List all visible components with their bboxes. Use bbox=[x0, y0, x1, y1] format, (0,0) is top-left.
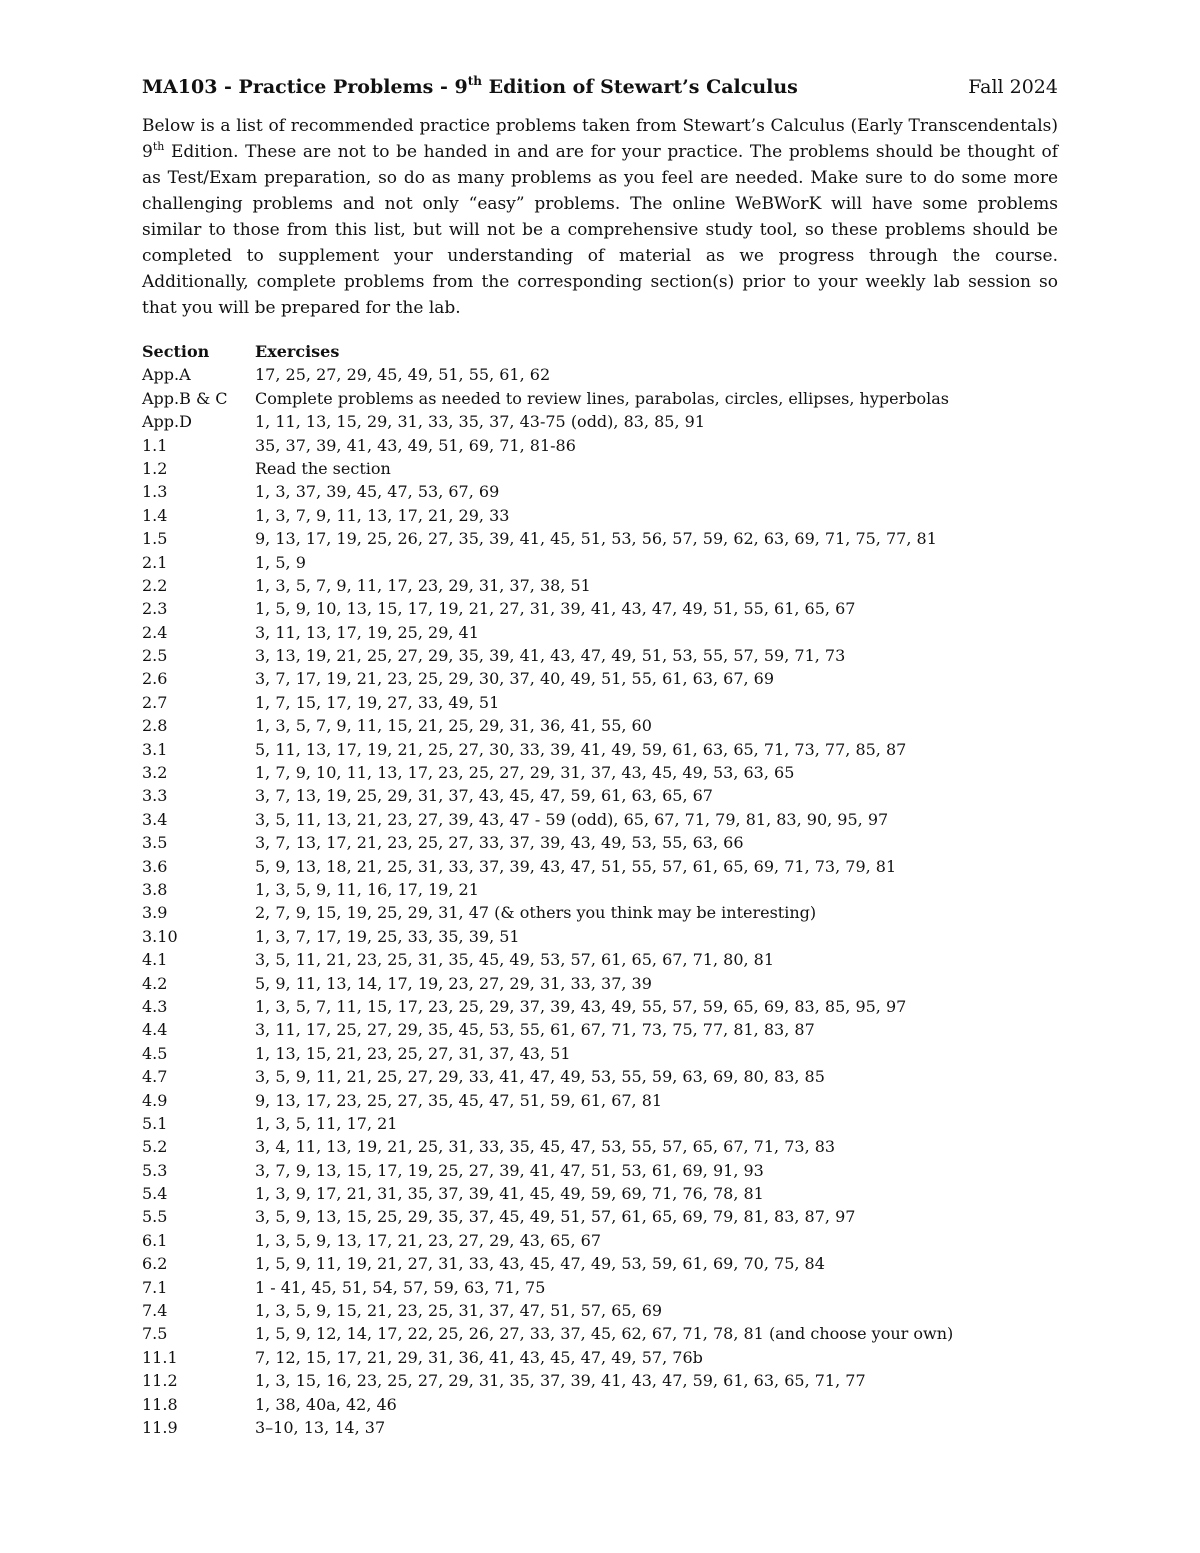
table-row bbox=[142, 784, 1058, 807]
exercises-cell: 9, 13, 17, 23, 25, 27, 35, 45, 47, 51, 59, 61, 67, 81 bbox=[255, 1090, 663, 1110]
section-cell: 1.3 bbox=[142, 482, 168, 502]
exercises-cell: 1, 5, 9, 12, 14, 17, 22, 25, 26, 27, 33, 37, 45, 62, 67, 71, 78, 81 (and choose your own) bbox=[255, 1324, 954, 1344]
section-cell: App.D bbox=[142, 412, 192, 432]
intro-text: Below is a list of recommended practice problems taken from Stewart’s Calculus (Early Transcendentals) 9 bbox=[142, 116, 1058, 162]
section-cell: 3.8 bbox=[142, 879, 168, 899]
section-cell: 5.2 bbox=[142, 1137, 168, 1157]
table-row bbox=[142, 925, 1058, 948]
exercises-cell: Read the section bbox=[255, 458, 391, 478]
exercises-cell: 3, 5, 9, 13, 15, 25, 29, 35, 37, 45, 49, 51, 57, 61, 65, 69, 79, 81, 83, 87, 97 bbox=[255, 1207, 856, 1227]
exercises-cell: 1, 3, 5, 11, 17, 21 bbox=[255, 1113, 398, 1133]
section-cell: 4.3 bbox=[142, 996, 168, 1016]
section-cell: 1.1 bbox=[142, 435, 168, 455]
exercises-cell: 1, 3, 5, 7, 9, 11, 17, 23, 29, 31, 37, 38, 51 bbox=[255, 575, 591, 595]
table-row bbox=[142, 1299, 1058, 1322]
table-row bbox=[142, 714, 1058, 737]
table-row bbox=[142, 1252, 1058, 1275]
table-row bbox=[142, 1089, 1058, 1112]
table-row bbox=[142, 1322, 1058, 1345]
section-cell: 5.1 bbox=[142, 1113, 168, 1133]
column-header-section: Section bbox=[142, 342, 210, 361]
intro-superscript: th bbox=[152, 140, 165, 153]
section-cell: 3.3 bbox=[142, 786, 168, 806]
table-row bbox=[142, 621, 1058, 644]
term-label: Fall 2024 bbox=[968, 76, 1058, 98]
section-cell: 4.7 bbox=[142, 1067, 168, 1087]
table-row bbox=[142, 1159, 1058, 1182]
table-row bbox=[142, 1205, 1058, 1228]
table-row bbox=[142, 1276, 1058, 1299]
exercises-cell: 1, 5, 9, 10, 13, 15, 17, 19, 21, 27, 31, 39, 41, 43, 47, 49, 51, 55, 61, 65, 67 bbox=[255, 599, 856, 619]
section-cell: 1.5 bbox=[142, 529, 168, 549]
exercises-cell: 1, 7, 15, 17, 19, 27, 33, 49, 51 bbox=[255, 692, 500, 712]
section-cell: 2.7 bbox=[142, 692, 168, 712]
exercises-cell: 3, 11, 17, 25, 27, 29, 35, 45, 53, 55, 61, 67, 71, 73, 75, 77, 81, 83, 87 bbox=[255, 1020, 815, 1040]
section-cell: 2.4 bbox=[142, 622, 168, 642]
table-row bbox=[142, 972, 1058, 995]
section-cell: 3.6 bbox=[142, 856, 168, 876]
section-cell: 3.9 bbox=[142, 903, 168, 923]
exercises-cell: 1, 38, 40a, 42, 46 bbox=[255, 1394, 397, 1414]
section-cell: 4.4 bbox=[142, 1020, 168, 1040]
exercises-cell: 3, 7, 9, 13, 15, 17, 19, 25, 27, 39, 41, 47, 51, 53, 61, 69, 91, 93 bbox=[255, 1160, 764, 1180]
table-row bbox=[142, 1065, 1058, 1088]
exercises-cell: 1, 3, 7, 17, 19, 25, 33, 35, 39, 51 bbox=[255, 926, 520, 946]
section-cell: 5.4 bbox=[142, 1184, 168, 1204]
exercises-cell: 1, 3, 5, 7, 11, 15, 17, 23, 25, 29, 37, 39, 43, 49, 55, 57, 59, 65, 69, 83, 85, 95, 97 bbox=[255, 996, 907, 1016]
table-row bbox=[142, 574, 1058, 597]
section-cell: 3.5 bbox=[142, 833, 168, 853]
exercises-cell: 1, 3, 5, 7, 9, 11, 15, 21, 25, 29, 31, 36, 41, 55, 60 bbox=[255, 716, 652, 736]
section-cell: 6.1 bbox=[142, 1230, 168, 1250]
exercises-cell: 1, 5, 9 bbox=[255, 552, 306, 572]
exercises-cell: 3, 5, 11, 21, 23, 25, 31, 35, 45, 49, 53, 57, 61, 65, 67, 71, 80, 81 bbox=[255, 950, 775, 970]
section-cell: 5.3 bbox=[142, 1160, 168, 1180]
exercises-cell: 2, 7, 9, 15, 19, 25, 29, 31, 47 (& others you think may be interesting) bbox=[255, 903, 817, 923]
section-cell: 3.1 bbox=[142, 739, 168, 759]
table-row bbox=[142, 738, 1058, 761]
exercises-cell: 1, 11, 13, 15, 29, 31, 33, 35, 37, 43-75 (odd), 83, 85, 91 bbox=[255, 412, 706, 432]
section-cell: App.B & C bbox=[142, 388, 228, 408]
exercises-cell: 5, 11, 13, 17, 19, 21, 25, 27, 30, 33, 39, 41, 49, 59, 61, 63, 65, 71, 73, 77, 85, 87 bbox=[255, 739, 907, 759]
table-row bbox=[142, 1182, 1058, 1205]
table-row bbox=[142, 1042, 1058, 1065]
exercises-cell: 3, 13, 19, 21, 25, 27, 29, 35, 39, 41, 43, 47, 49, 51, 53, 55, 57, 59, 71, 73 bbox=[255, 646, 846, 666]
exercises-cell: 3, 11, 13, 17, 19, 25, 29, 41 bbox=[255, 622, 479, 642]
table-row bbox=[142, 1018, 1058, 1041]
exercises-cell: 3–10, 13, 14, 37 bbox=[255, 1417, 386, 1437]
table-row bbox=[142, 1112, 1058, 1135]
column-header-exercises: Exercises bbox=[255, 342, 340, 361]
exercises-cell: 5, 9, 11, 13, 14, 17, 19, 23, 27, 29, 31, 33, 37, 39 bbox=[255, 973, 652, 993]
section-cell: 4.9 bbox=[142, 1090, 168, 1110]
table-row bbox=[142, 410, 1058, 433]
section-cell: 1.4 bbox=[142, 505, 168, 525]
section-cell: 2.3 bbox=[142, 599, 168, 619]
table-row bbox=[142, 948, 1058, 971]
table-row bbox=[142, 995, 1058, 1018]
section-cell: 4.5 bbox=[142, 1043, 168, 1063]
intro-paragraph bbox=[142, 113, 1058, 321]
table-row bbox=[142, 480, 1058, 503]
table-row bbox=[142, 667, 1058, 690]
exercises-cell: 1, 3, 5, 9, 13, 17, 21, 23, 27, 29, 43, 65, 67 bbox=[255, 1230, 602, 1250]
table-row bbox=[142, 761, 1058, 784]
section-cell: 3.2 bbox=[142, 763, 168, 783]
section-cell: 1.2 bbox=[142, 458, 168, 478]
section-cell: 2.2 bbox=[142, 575, 168, 595]
exercises-cell: 1 - 41, 45, 51, 54, 57, 59, 63, 71, 75 bbox=[255, 1277, 546, 1297]
section-cell: 7.5 bbox=[142, 1324, 168, 1344]
document-header bbox=[142, 74, 1058, 100]
exercises-cell: 3, 5, 9, 11, 21, 25, 27, 29, 33, 41, 47, 49, 53, 55, 59, 63, 69, 80, 83, 85 bbox=[255, 1067, 825, 1087]
table-body bbox=[142, 363, 1058, 1439]
exercise-table bbox=[142, 340, 1058, 1439]
section-cell: 11.1 bbox=[142, 1347, 178, 1367]
table-row bbox=[142, 1393, 1058, 1416]
title-text: MA103 - Practice Problems - 9 bbox=[142, 76, 468, 98]
intro-text-end: Edition. These are not to be handed in and are for your practice. The problems should be thought of as Test/Exam preparation, so do as many problems as you feel are needed. Make sure to do some more challenging problems and not only “easy” problems. The online WeBWorK will have some problems similar to those from this list, but will not be a comprehensive study tool, so these problems should be completed to supplement your understanding of material as we progress through the course. Additionally, complete problems from the corresponding section(s) prior to your weekly lab session so that you will be prepared for the lab. bbox=[142, 142, 1058, 318]
exercises-cell: 3, 5, 11, 13, 21, 23, 27, 39, 43, 47 - 59 (odd), 65, 67, 71, 79, 81, 83, 90, 95, 97 bbox=[255, 809, 889, 829]
exercises-cell: 1, 3, 7, 9, 11, 13, 17, 21, 29, 33 bbox=[255, 505, 510, 525]
table-row bbox=[142, 387, 1058, 410]
table-row bbox=[142, 691, 1058, 714]
section-cell: 7.4 bbox=[142, 1301, 168, 1321]
section-cell: App.A bbox=[142, 365, 191, 385]
section-cell: 6.2 bbox=[142, 1254, 168, 1274]
section-cell: 4.1 bbox=[142, 950, 168, 970]
exercises-cell: 1, 3, 5, 9, 15, 21, 23, 25, 31, 37, 47, 51, 57, 65, 69 bbox=[255, 1301, 663, 1321]
section-cell: 2.8 bbox=[142, 716, 168, 736]
section-cell: 3.10 bbox=[142, 926, 178, 946]
table-row bbox=[142, 504, 1058, 527]
section-cell: 11.8 bbox=[142, 1394, 178, 1414]
exercises-cell: 1, 7, 9, 10, 11, 13, 17, 23, 25, 27, 29, 31, 37, 43, 45, 49, 53, 63, 65 bbox=[255, 763, 795, 783]
table-row bbox=[142, 878, 1058, 901]
title-superscript: th bbox=[467, 74, 482, 88]
document-title bbox=[142, 74, 798, 100]
exercises-cell: 35, 37, 39, 41, 43, 49, 51, 69, 71, 81-86 bbox=[255, 435, 576, 455]
exercises-cell: 3, 7, 13, 19, 25, 29, 31, 37, 43, 45, 47, 59, 61, 63, 65, 67 bbox=[255, 786, 713, 806]
exercises-cell: 3, 7, 13, 17, 21, 23, 25, 27, 33, 37, 39, 43, 49, 53, 55, 63, 66 bbox=[255, 833, 744, 853]
exercises-cell: 3, 7, 17, 19, 21, 23, 25, 29, 30, 37, 40, 49, 51, 55, 61, 63, 67, 69 bbox=[255, 669, 775, 689]
table-row bbox=[142, 1346, 1058, 1369]
table-row bbox=[142, 808, 1058, 831]
exercises-cell: 1, 5, 9, 11, 19, 21, 27, 31, 33, 43, 45, 47, 49, 53, 59, 61, 69, 70, 75, 84 bbox=[255, 1254, 825, 1274]
exercises-cell: Complete problems as needed to review lines, parabolas, circles, ellipses, hyperbolas bbox=[255, 388, 949, 408]
section-cell: 11.9 bbox=[142, 1417, 178, 1437]
section-cell: 3.4 bbox=[142, 809, 168, 829]
table-row bbox=[142, 831, 1058, 854]
section-cell: 2.6 bbox=[142, 669, 168, 689]
exercises-cell: 5, 9, 13, 18, 21, 25, 31, 33, 37, 39, 43, 47, 51, 55, 57, 61, 65, 69, 71, 73, 79, 81 bbox=[255, 856, 897, 876]
table-row bbox=[142, 1416, 1058, 1439]
exercises-cell: 1, 13, 15, 21, 23, 25, 27, 31, 37, 43, 51 bbox=[255, 1043, 571, 1063]
table-row bbox=[142, 855, 1058, 878]
table-row bbox=[142, 597, 1058, 620]
table-row bbox=[142, 1229, 1058, 1252]
section-cell: 2.5 bbox=[142, 646, 168, 666]
table-header-row bbox=[142, 340, 1058, 363]
section-cell: 7.1 bbox=[142, 1277, 168, 1297]
section-cell: 11.2 bbox=[142, 1371, 178, 1391]
table-row bbox=[142, 901, 1058, 924]
exercises-cell: 3, 4, 11, 13, 19, 21, 25, 31, 33, 35, 45, 47, 53, 55, 57, 65, 67, 71, 73, 83 bbox=[255, 1137, 836, 1157]
section-cell: 4.2 bbox=[142, 973, 168, 993]
table-row bbox=[142, 1135, 1058, 1158]
title-text-end: Edition of Stewart’s Calculus bbox=[481, 76, 798, 98]
exercises-cell: 1, 3, 15, 16, 23, 25, 27, 29, 31, 35, 37, 39, 41, 43, 47, 59, 61, 63, 65, 71, 77 bbox=[255, 1371, 866, 1391]
table-row bbox=[142, 644, 1058, 667]
table-row bbox=[142, 527, 1058, 550]
section-cell: 2.1 bbox=[142, 552, 168, 572]
table-row bbox=[142, 1369, 1058, 1392]
exercises-cell: 17, 25, 27, 29, 45, 49, 51, 55, 61, 62 bbox=[255, 365, 551, 385]
exercises-cell: 7, 12, 15, 17, 21, 29, 31, 36, 41, 43, 45, 47, 49, 57, 76b bbox=[255, 1347, 703, 1367]
table-row bbox=[142, 457, 1058, 480]
table-row bbox=[142, 551, 1058, 574]
table-row bbox=[142, 363, 1058, 386]
exercises-cell: 1, 3, 37, 39, 45, 47, 53, 67, 69 bbox=[255, 482, 500, 502]
exercises-cell: 9, 13, 17, 19, 25, 26, 27, 35, 39, 41, 45, 51, 53, 56, 57, 59, 62, 63, 69, 71, 75, 77, 81 bbox=[255, 529, 937, 549]
exercises-cell: 1, 3, 5, 9, 11, 16, 17, 19, 21 bbox=[255, 879, 479, 899]
section-cell: 5.5 bbox=[142, 1207, 168, 1227]
table-row bbox=[142, 434, 1058, 457]
exercises-cell: 1, 3, 9, 17, 21, 31, 35, 37, 39, 41, 45, 49, 59, 69, 71, 76, 78, 81 bbox=[255, 1184, 764, 1204]
